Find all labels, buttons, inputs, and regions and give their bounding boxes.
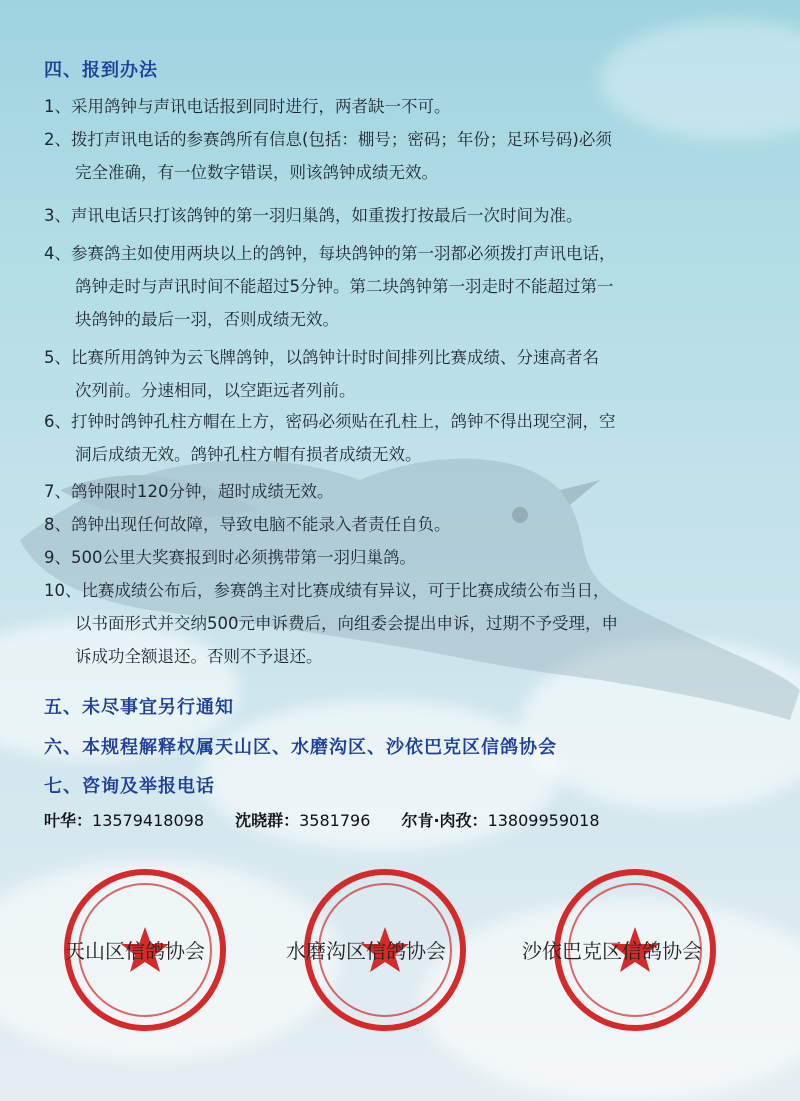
rule-line — [44, 341, 764, 374]
contact-name: 沈晓群： — [235, 811, 300, 830]
section-heading-7: 七、咨询及举报电话 — [44, 776, 215, 797]
rule-item — [44, 90, 764, 123]
rule-text: 鸽钟限时120分钟，超时成绩无效。 — [71, 482, 334, 501]
rule-line — [44, 270, 764, 303]
rule-item — [44, 475, 764, 508]
rule-text: 拨打声讯电话的参赛鸽所有信息(包括：棚号；密码；年份；足环号码)必须 — [71, 130, 612, 149]
contact-phone: 13579418098 — [92, 811, 204, 830]
rule-item — [44, 123, 764, 189]
seal-label: 天山区信鸽协会 — [65, 939, 205, 963]
section-heading-5: 五、未尽事宜另行通知 — [44, 697, 234, 718]
rule-text: 鸽钟走时与声讯时间不能超过5分钟。第二块鸽钟第一羽走时不能超过第一 — [75, 277, 614, 296]
contact-phone: 13809959018 — [487, 811, 600, 830]
rule-number: 2、 — [44, 130, 71, 149]
rule-line — [44, 303, 764, 336]
rule-line — [44, 237, 764, 270]
rule-item — [44, 508, 764, 541]
rule-line — [44, 541, 764, 574]
section-heading-4: 四、报到办法 — [44, 60, 158, 81]
rule-number: 3、 — [44, 206, 71, 225]
rule-number: 5、 — [44, 348, 71, 367]
rule-item — [44, 574, 764, 673]
rule-line — [44, 475, 764, 508]
rule-number: 8、 — [44, 515, 71, 534]
rule-number: 6、 — [44, 412, 71, 431]
rule-text: 比赛成绩公布后，参赛鸽主对比赛成绩有异议，可于比赛成绩公布当日， — [81, 581, 610, 600]
rule-line — [44, 574, 764, 607]
contact-item — [235, 808, 370, 831]
rule-text: 以书面形式并交纳500元申诉费后，向组委会提出申诉，过期不予受理，申 — [75, 614, 618, 633]
seal-label: 水磨沟区信鸽协会 — [286, 939, 446, 963]
contact-list — [44, 808, 626, 831]
rule-text: 声讯电话只打该鸽钟的第一羽归巢鸽，如重拨打按最后一次时间为准。 — [71, 206, 583, 225]
rule-text: 采用鸽钟与声讯电话报到同时进行，两者缺一不可。 — [71, 97, 451, 116]
rule-number: 7、 — [44, 482, 71, 501]
rule-line — [44, 438, 764, 471]
rule-line — [44, 405, 764, 438]
rule-number: 10、 — [44, 581, 82, 600]
rule-text: 鸽钟出现任何故障，导致电脑不能录入者责任自负。 — [71, 515, 451, 534]
rule-item — [44, 199, 764, 232]
rule-line — [44, 90, 764, 123]
rule-number: 9、 — [44, 548, 71, 567]
seal-label: 沙依巴克区信鸽协会 — [522, 939, 702, 963]
rule-text: 诉成功全额退还。否则不予退还。 — [75, 647, 323, 666]
contact-item — [401, 808, 599, 831]
rule-line — [44, 374, 764, 407]
rule-item — [44, 405, 764, 471]
section-heading-6: 六、本规程解释权属天山区、水磨沟区、沙依巴克区信鸽协会 — [44, 737, 557, 758]
rule-item — [44, 341, 764, 407]
rule-text: 打钟时鸽钟孔柱方帽在上方，密码必须贴在孔柱上，鸽钟不得出现空洞，空 — [71, 412, 616, 431]
rule-item — [44, 541, 764, 574]
rule-line — [44, 640, 764, 673]
rule-text: 次列前。分速相同，以空距远者列前。 — [75, 381, 356, 400]
contact-name: 叶华： — [44, 811, 93, 830]
contact-phone: 3581796 — [299, 811, 371, 830]
rule-line — [44, 607, 764, 640]
rule-line — [44, 508, 764, 541]
rule-line — [44, 199, 764, 232]
rule-text: 500公里大奖赛报到时必须携带第一羽归巢鸽。 — [71, 548, 416, 567]
rule-text: 完全准确，有一位数字错误，则该鸽钟成绩无效。 — [75, 163, 438, 182]
rule-text: 块鸽钟的最后一羽，否则成绩无效。 — [75, 310, 339, 329]
rule-text: 比赛所用鸽钟为云飞牌鸽钟，以鸽钟计时时间排列比赛成绩、分速高者名 — [71, 348, 599, 367]
contact-name: 尔肯·肉孜： — [401, 811, 488, 830]
rule-line — [44, 156, 764, 189]
rule-number: 1、 — [44, 97, 71, 116]
rule-item — [44, 237, 764, 336]
rule-text: 洞后成绩无效。鸽钟孔柱方帽有损者成绩无效。 — [75, 445, 422, 464]
rule-line — [44, 123, 764, 156]
rule-text: 参赛鸽主如使用两块以上的鸽钟，每块鸽钟的第一羽都必须拨打声讯电话， — [71, 244, 616, 263]
contact-item — [44, 808, 204, 831]
rule-number: 4、 — [44, 244, 71, 263]
